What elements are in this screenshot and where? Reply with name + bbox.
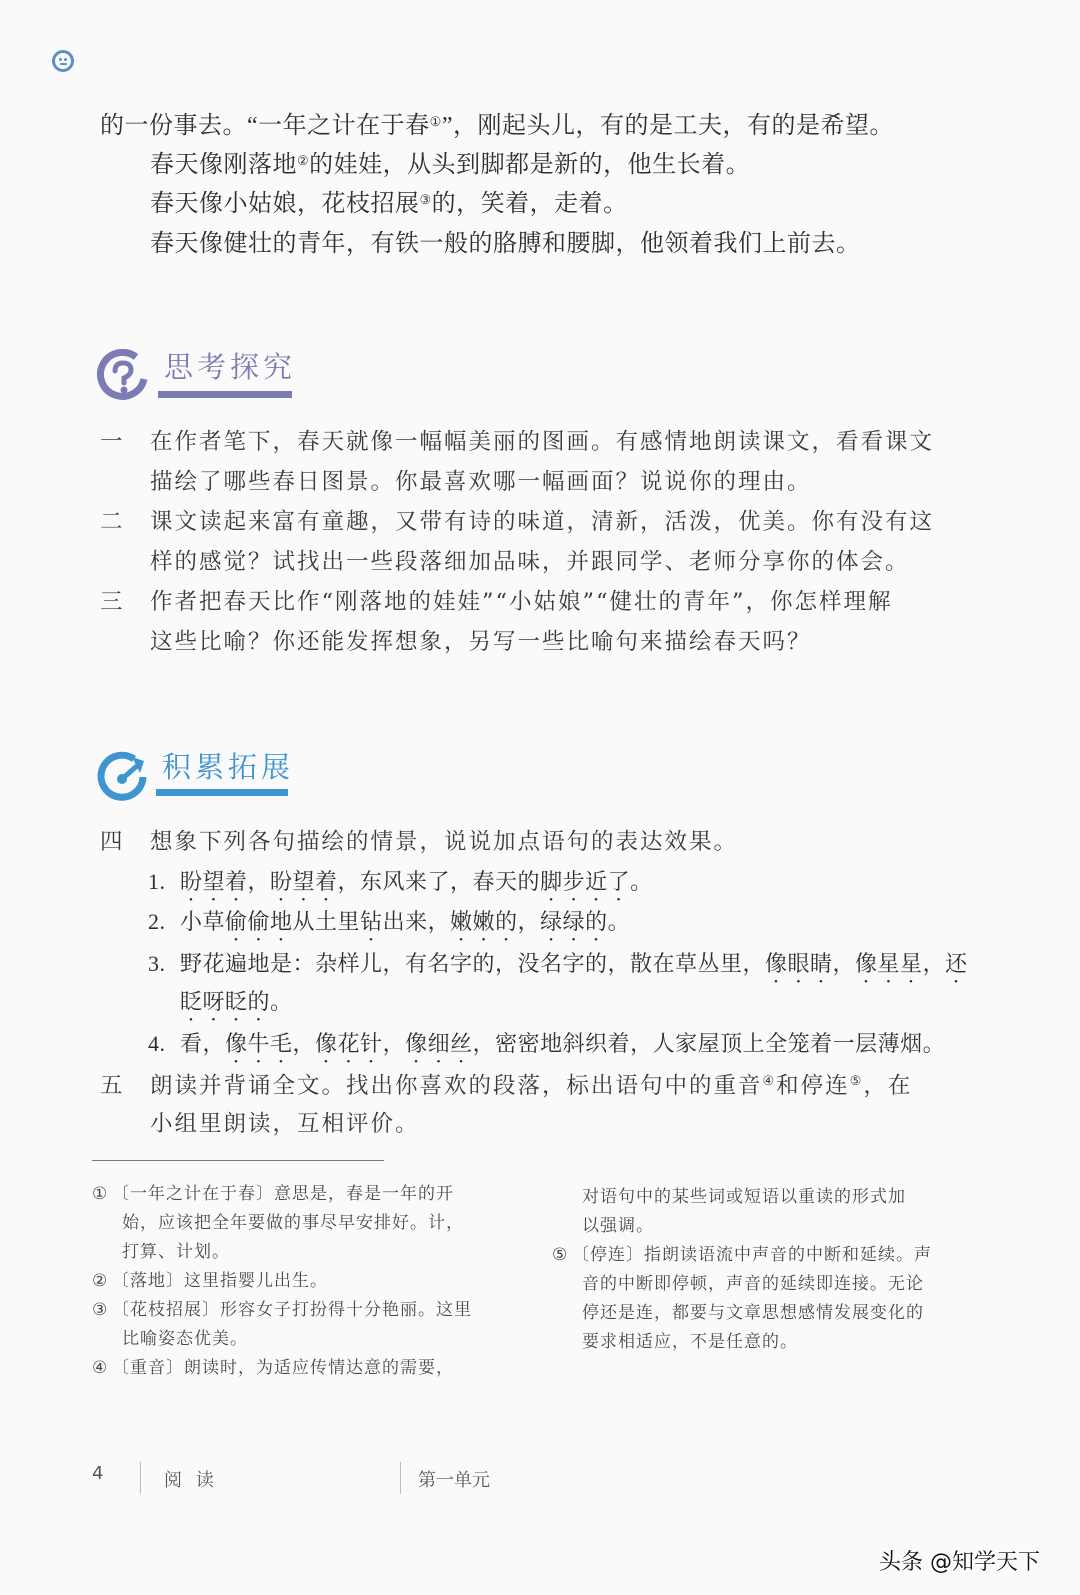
emphasized-phrase: 偷偷地 [225,909,293,934]
footnote-line: 始，应该把全年要做的事尽早安排好。计， [122,1213,464,1233]
footnote-line: ② 〔落地〕这里指婴儿出生。 [92,1271,328,1291]
emphasized-phrase: 还 [945,951,968,976]
emphasized-phrase: 脚步近了 [540,869,631,894]
passage-line-4: 春天像健壮的青年，有铁一般的胳膊和腰脚，他领着我们上前去。 [150,231,861,257]
footnote-line: 要求相适应，不是任意的。 [582,1332,798,1352]
emphasized-phrase: 绿绿的 [540,909,608,934]
emphasized-phrase: 像星星 [855,951,923,976]
q4-item-4 [148,1028,945,1068]
text-segment: 。 [607,909,631,934]
rotate-arrow-icon [96,749,150,803]
text-segment: ，东风来了，春天的 [337,869,541,894]
footnote-line: 以强调。 [582,1216,654,1236]
emphasized-phrase: 嫩嫩的 [450,909,518,934]
text-segment: ， [922,951,946,976]
question-2-line-2: 样的感觉？试找出一些段落细加品味，并跟同学、老师分享你的体会。 [150,549,910,575]
footnotes-left [92,1180,532,1383]
footnote-line: 停还是连，都要与文章思想感情发展变化的 [582,1303,924,1323]
item-number: 1. [148,869,166,894]
text-segment: ， [832,951,856,976]
text-segment: 看， [180,1031,226,1056]
question-1-line-2: 描绘了哪些春日图景。你最喜欢哪一幅画面？说说你的理由。 [150,469,812,495]
watermark: 头条 @知学天下 [879,1550,1040,1575]
q4-item-3 [148,948,968,988]
text-segment: ， [517,909,541,934]
footnote-line: 对语句中的某些词或短语以重读的形式加 [582,1187,906,1207]
emphasized-phrase: 像花针 [315,1031,383,1056]
question-3-line-1: 三 作者把春天比作“刚落地的娃娃”“小姑娘”“健壮的青年”，你怎样理解 [100,589,893,615]
question-1-line-1: 一 在作者笔下，春天就像一幅幅美丽的图画。有感情地朗读课文，看看课文 [100,429,935,455]
question-4: 四 想象下列各句描绘的情景，说说加点语句的表达效果。 [100,829,739,855]
page-number: 4 [92,1463,104,1484]
question-5-line-2: 小组里朗读，互相评价。 [150,1111,420,1137]
emphasized-phrase: 眨呀眨的 [180,989,271,1014]
text-segment: 小草 [180,909,226,934]
section-extend-title: 积累拓展 [162,750,295,784]
footnote-line: ④ 〔重音〕朗读时，为适应传情达意的需要， [92,1358,454,1378]
footnote-divider [92,1160,384,1161]
section-think-title: 思考探究 [164,350,297,384]
question-3-line-2: 这些比喻？你还能发挥想象，另写一些比喻句来描绘春天吗？ [150,629,812,655]
footer-section: 阅 读 [164,1470,218,1491]
emphasized-phrase: 像眼睛 [765,951,833,976]
footnote-line: ⑤ 〔停连〕指朗读语流中声音的中断和延续。声 [552,1245,932,1265]
q4-item-2 [148,906,630,946]
text-segment: ， [292,1031,316,1056]
text-segment: ， [382,1031,406,1056]
item-number: 3. [148,951,166,976]
passage-line-3: 春天像小姑娘，花枝招展③的，笑着，走着。 [150,191,628,217]
q4-item-1 [148,866,653,906]
footer-unit: 第一单元 [418,1470,490,1491]
item-number: 4. [148,1031,166,1056]
text-segment: 。 [270,989,293,1014]
item-number: 2. [148,909,166,934]
emphasized-phrase: 像细丝 [405,1031,473,1056]
emphasized-phrase: 盼望着 [180,869,248,894]
text-segment: 。 [630,869,653,894]
text-segment: 野花遍地是：杂样儿，有名字的，没名字的，散在草丛里， [180,951,766,976]
text-segment: 出来， [382,909,451,934]
footnote-line: 比喻姿态优美。 [122,1329,248,1349]
footer-separator [400,1462,401,1494]
passage-line-2: 春天像刚落地②的娃娃，从头到脚都是新的，他生长着。 [150,152,751,178]
footnotes-right [552,1183,992,1357]
emphasized-phrase: 盼望着 [270,869,338,894]
emphasized-phrase: 像牛毛 [225,1031,293,1056]
section-extend-underline [156,789,288,796]
footnote-line: ① 〔一年之计在于春〕意思是，春是一年的开 [92,1184,454,1204]
question-2-line-1: 二 课文读起来富有童趣，又带有诗的味道，清新，活泼，优美。你有没有这 [100,509,935,535]
footer-separator [140,1462,141,1494]
text-segment: ，密密地斜织着，人家屋顶上全笼着一层薄烟。 [472,1031,946,1056]
question-5-line-1: 五 朗读并背诵全文。找出你喜欢的段落，标出语句中的重音④和停连⑤，在 [100,1073,913,1099]
section-think-underline [158,391,292,398]
footnote-line: ③ 〔花枝招展〕形容女子打扮得十分艳丽。这里 [92,1300,472,1320]
passage-line-1: 的一份事去。“一年之计在于春①”，刚起头儿，有的是工夫，有的是希望。 [100,113,894,139]
footnote-line: 打算、计划。 [122,1242,230,1262]
question-circle-icon [96,349,150,403]
q4-item-3-cont [180,986,293,1026]
text-segment: ， [247,869,271,894]
emphasized-phrase: 钻 [360,909,383,934]
text-segment: 从土里 [292,909,361,934]
footnote-line: 音的中断即停顿，声音的延续即连接。无论 [582,1274,924,1294]
smiley-face-icon [52,50,74,72]
